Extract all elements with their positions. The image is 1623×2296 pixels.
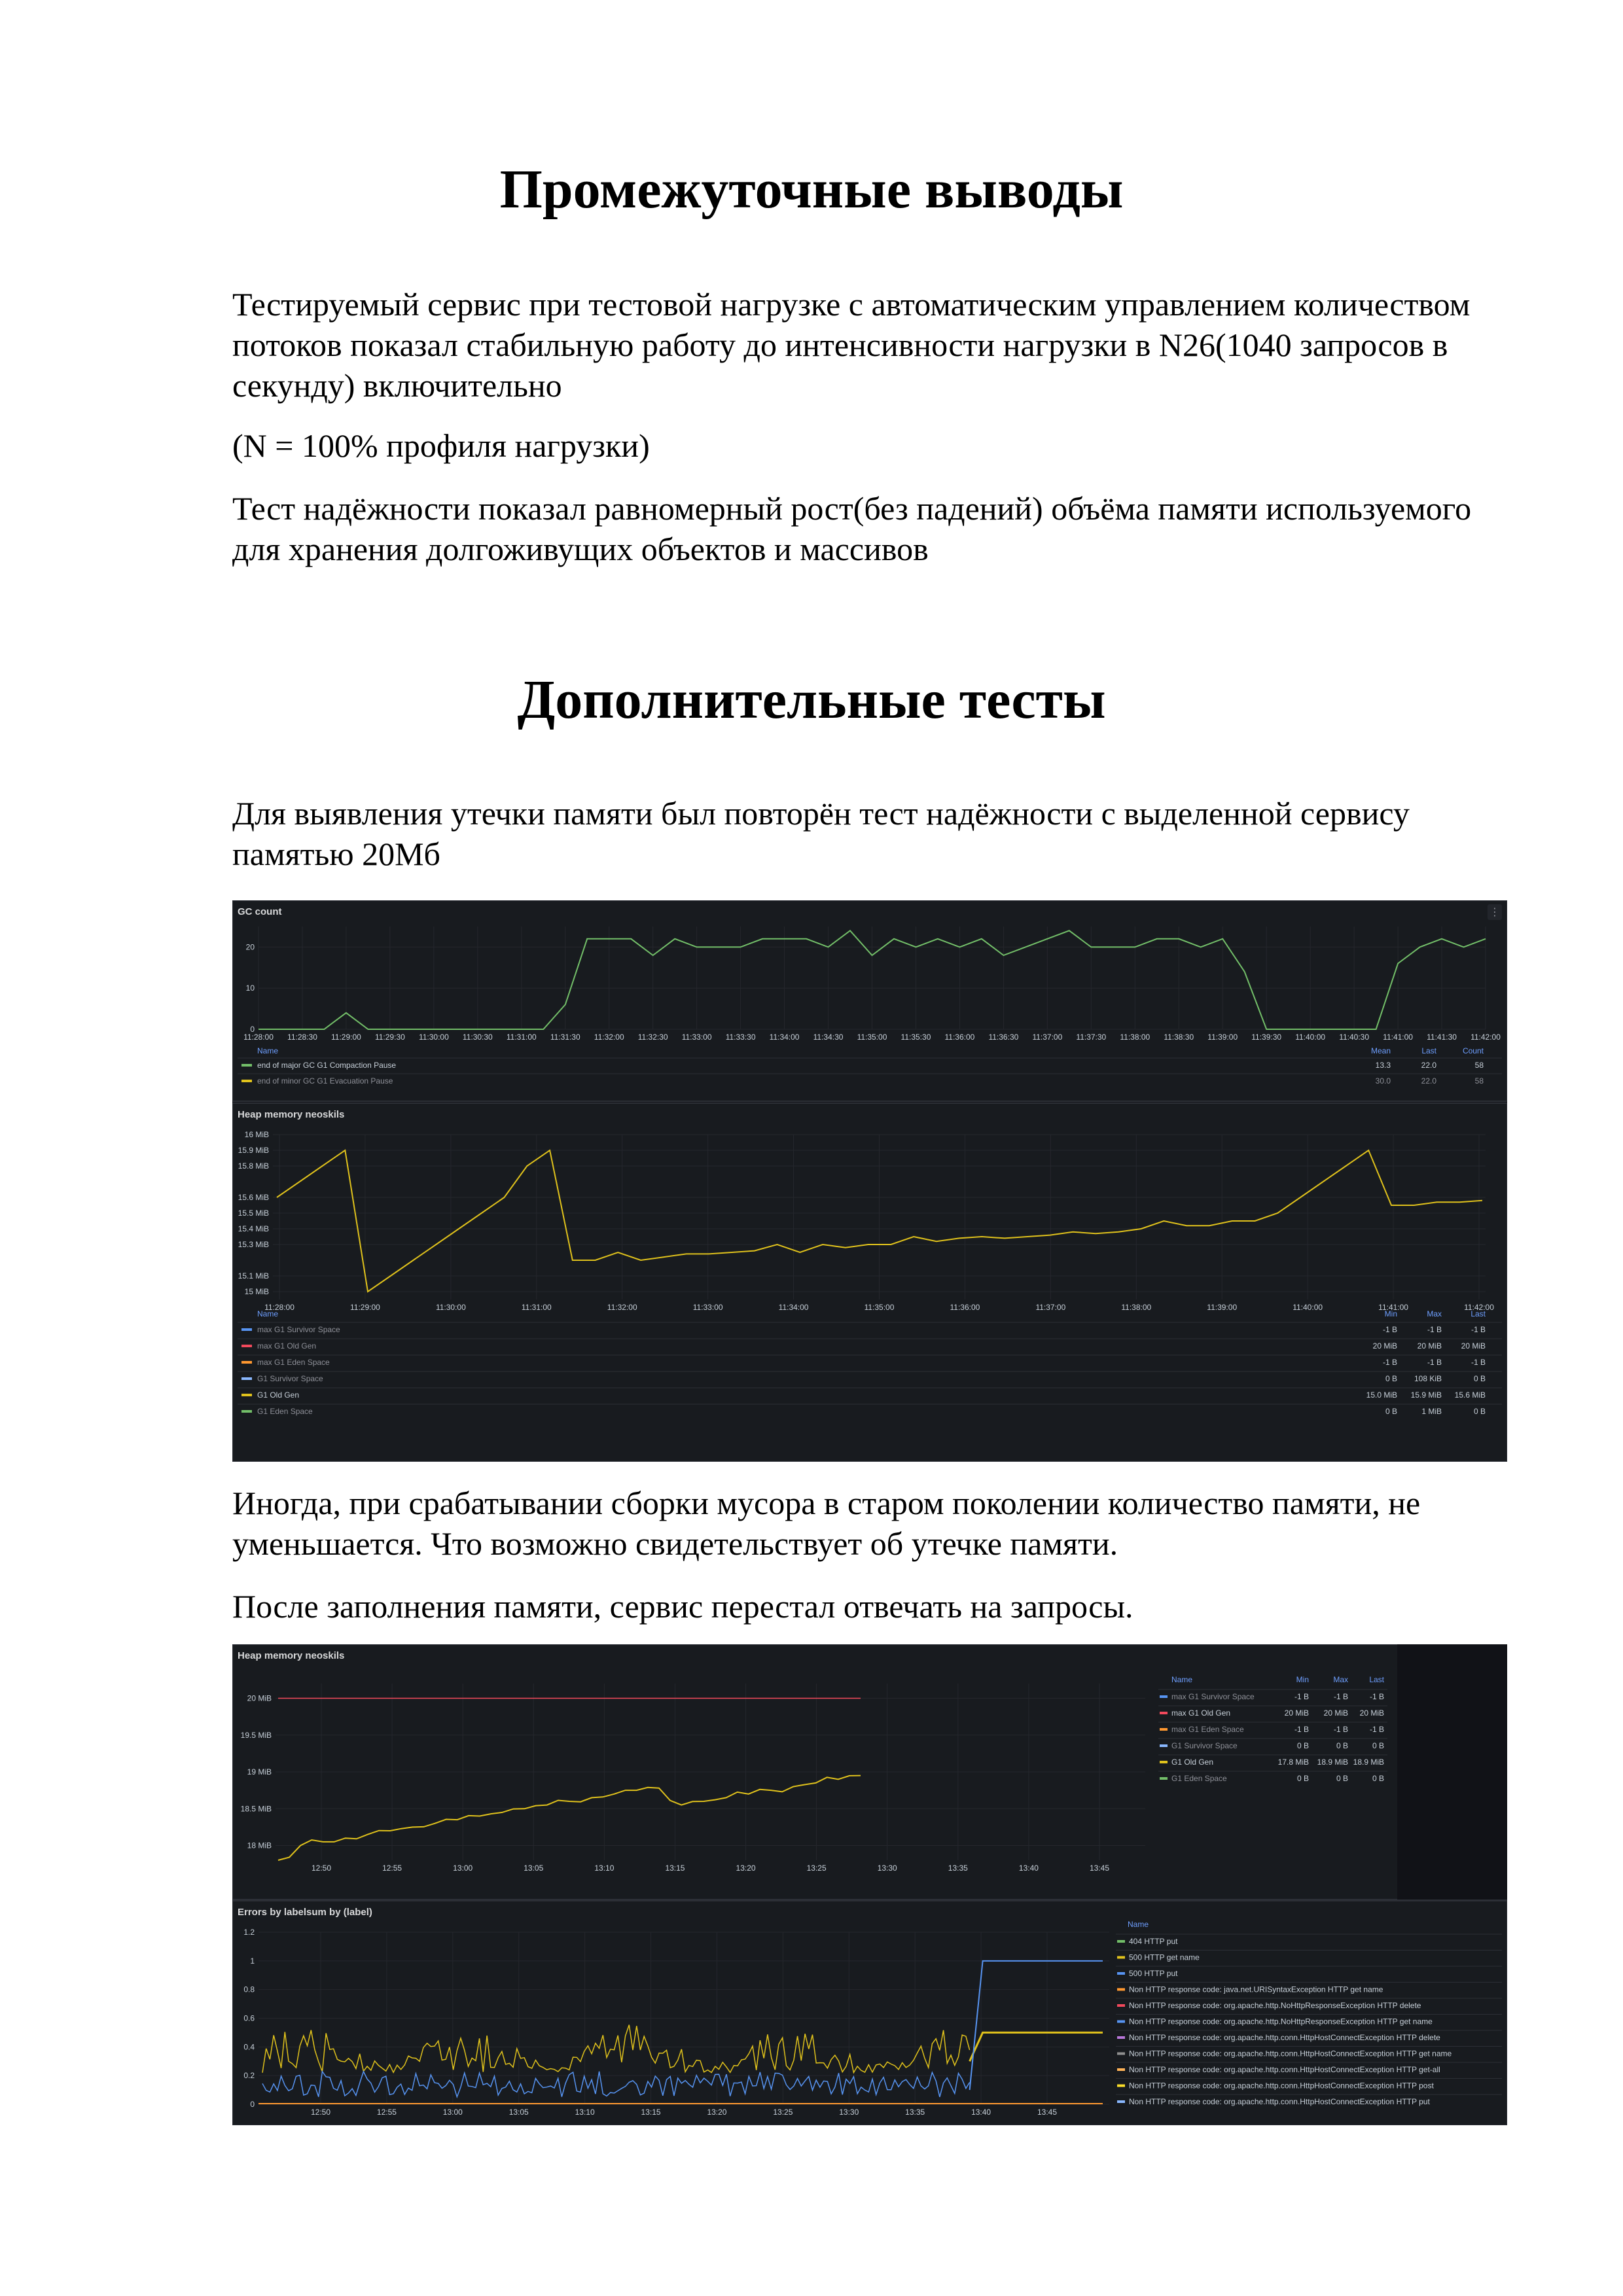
heap1-legend-series-name: max G1 Eden Space [257, 1358, 330, 1367]
x-tick-label: 13:20 [707, 2108, 727, 2117]
y-tick-label: 15.5 MiB [238, 1209, 269, 1218]
x-tick-label: 13:15 [665, 1863, 685, 1873]
y-tick-label: 15.8 MiB [238, 1161, 269, 1171]
y-tick-label: 0.2 [243, 2071, 255, 2081]
heap2-empty-area [1397, 1644, 1507, 1899]
gc-panel-frame [232, 900, 1507, 1101]
dashboard-screenshot-heap-errors [232, 1644, 1507, 2125]
heap2-legend-series-name: max G1 Eden Space [1171, 1725, 1244, 1734]
x-tick-label: 13:10 [575, 2108, 595, 2117]
heap1-legend-series-name: G1 Survivor Space [257, 1374, 323, 1383]
heap1-legend-header-min: Min [1384, 1309, 1397, 1318]
x-tick-label: 11:32:30 [637, 1033, 668, 1042]
heap1-legend-header-max: Max [1427, 1309, 1442, 1318]
heap1-panel-frame [232, 1103, 1507, 1462]
x-tick-label: 11:28:00 [243, 1033, 274, 1042]
errors-legend-series-name: Non HTTP response code: org.apache.http.conn.HttpHostConnectException HTTP put [1129, 2097, 1430, 2106]
x-tick-label: 13:30 [877, 1863, 897, 1873]
x-tick-label: 12:55 [382, 1863, 402, 1873]
dashboard-screenshot-gc-heap [232, 900, 1507, 1462]
y-tick-label: 15.1 MiB [238, 1271, 269, 1280]
x-tick-label: 11:30:00 [435, 1303, 466, 1312]
heap1-legend-header-last: Last [1471, 1309, 1486, 1318]
x-tick-label: 12:55 [376, 2108, 397, 2117]
y-tick-label: 15.4 MiB [238, 1224, 269, 1233]
x-tick-label: 11:35:00 [857, 1033, 887, 1042]
paragraph-gc-observation: Иногда, при срабатывании сборки мусора в старом поколении количество памяти, не уменьшается. Что возможно свидетельствует об утечке памяти. [232, 1485, 1421, 1562]
paragraph-service-stopped: После заполнения памяти, сервис перестал отвечать на запросы. [232, 1588, 1133, 1625]
x-tick-label: 11:35:00 [864, 1303, 895, 1312]
y-tick-label: 0 [250, 2100, 255, 2109]
x-tick-label: 13:25 [806, 1863, 827, 1873]
x-tick-label: 13:25 [773, 2108, 793, 2117]
heap2-legend-last: -1 B [1369, 1725, 1384, 1734]
heap1-legend-last: 20 MiB [1461, 1341, 1486, 1351]
heap2-legend-last: 20 MiB [1359, 1708, 1384, 1718]
errors-legend-series-name: Non HTTP response code: org.apache.http.conn.HttpHostConnectException HTTP delete [1129, 2033, 1440, 2042]
x-tick-label: 11:36:30 [988, 1033, 1019, 1042]
x-tick-label: 11:33:30 [725, 1033, 756, 1042]
x-tick-label: 13:05 [524, 1863, 544, 1873]
heap1-legend-max: -1 B [1427, 1358, 1442, 1367]
heap2-legend-min: 0 B [1296, 1774, 1309, 1783]
x-tick-label: 11:36:00 [950, 1303, 980, 1312]
x-tick-label: 11:31:00 [506, 1033, 537, 1042]
heap1-legend-min: 0 B [1385, 1407, 1397, 1416]
paragraph-service-stability: Тестируемый сервис при тестовой нагрузке с автоматическим управлением количеством потоков показал стабильную работу до интенсивности нагрузки в N26(1040 запросов в секунду) включительно [232, 286, 1471, 404]
x-tick-label: 11:38:00 [1120, 1033, 1150, 1042]
heap2-legend-min: 20 MiB [1284, 1708, 1309, 1718]
y-tick-label: 15.9 MiB [238, 1146, 269, 1155]
section-title-intermediate: Промежуточные выводы [499, 159, 1124, 220]
heap2-legend-header-name: Name [1171, 1675, 1193, 1684]
heap1-legend-max: 15.9 MiB [1410, 1390, 1442, 1400]
heap2-legend-min: 17.8 MiB [1277, 1757, 1309, 1767]
heap2-legend-series-name: G1 Eden Space [1171, 1774, 1227, 1783]
x-tick-label: 11:28:00 [264, 1303, 294, 1312]
heap2-legend-last: 0 B [1372, 1774, 1384, 1783]
x-tick-label: 11:29:00 [350, 1303, 380, 1312]
errors-panel-title: Errors by labelsum by (label) [238, 1907, 372, 1918]
x-tick-label: 13:40 [1018, 1863, 1039, 1873]
x-tick-label: 11:39:30 [1251, 1033, 1282, 1042]
heap2-legend-last: 18.9 MiB [1353, 1757, 1384, 1767]
heap1-legend-last: 15.6 MiB [1454, 1390, 1486, 1400]
x-tick-label: 13:45 [1037, 2108, 1058, 2117]
x-tick-label: 11:28:30 [287, 1033, 317, 1042]
x-tick-label: 11:35:30 [901, 1033, 931, 1042]
x-tick-label: 11:31:30 [550, 1033, 580, 1042]
x-tick-label: 11:30:30 [462, 1033, 493, 1042]
x-tick-label: 11:39:00 [1207, 1033, 1238, 1042]
x-tick-label: 11:42:00 [1464, 1303, 1494, 1312]
x-tick-label: 11:33:00 [692, 1303, 723, 1312]
x-tick-label: 11:31:00 [521, 1303, 552, 1312]
x-tick-label: 11:41:30 [1427, 1033, 1457, 1042]
heap2-legend-max: -1 B [1333, 1725, 1348, 1734]
heap2-panel-title: Heap memory neoskils [238, 1650, 345, 1661]
paragraph-reliability-test: Тест надёжности показал равномерный рост(без падений) объёма памяти используемого для хранения долгоживущих объектов и массивов [232, 490, 1472, 567]
errors-panel [232, 1901, 1507, 2125]
x-tick-label: 13:40 [971, 2108, 991, 2117]
errors-legend-series-name: Non HTTP response code: org.apache.http.conn.HttpHostConnectException HTTP post [1129, 2081, 1434, 2091]
heap2-legend-series-name: max G1 Old Gen [1171, 1708, 1231, 1718]
paragraph-n-definition: (N = 100% профиля нагрузки) [232, 427, 650, 464]
heap2-legend-max: 0 B [1336, 1741, 1348, 1750]
y-tick-label: 18.5 MiB [240, 1804, 272, 1814]
heap2-legend-series-name: G1 Old Gen [1171, 1757, 1214, 1767]
gc-legend-minor[interactable]: end of minor GC G1 Evacuation Pause [257, 1076, 393, 1086]
errors-legend-series-name: Non HTTP response code: java.net.URISyntaxException HTTP get name [1129, 1985, 1383, 1994]
x-tick-label: 13:35 [948, 1863, 968, 1873]
gc-legend-major[interactable]: end of major GC G1 Compaction Pause [257, 1061, 397, 1070]
x-tick-label: 13:20 [736, 1863, 756, 1873]
x-tick-label: 11:33:00 [681, 1033, 712, 1042]
heap1-legend-max: -1 B [1427, 1325, 1442, 1334]
gc-major-count: 58 [1474, 1061, 1484, 1070]
errors-legend-series-name: Non HTTP response code: org.apache.http.conn.HttpHostConnectException HTTP get name [1129, 2049, 1452, 2058]
heap1-legend-last: 0 B [1473, 1407, 1486, 1416]
y-tick-label: 16 MiB [244, 1130, 269, 1139]
gc-minor-count: 58 [1474, 1076, 1484, 1086]
x-tick-label: 11:40:00 [1293, 1303, 1323, 1312]
y-tick-label: 0.8 [243, 1985, 255, 1994]
heap2-legend-header-last: Last [1369, 1675, 1384, 1684]
y-tick-label: 18 MiB [247, 1841, 272, 1850]
x-tick-label: 11:36:00 [944, 1033, 975, 1042]
heap2-legend-header-min: Min [1296, 1675, 1309, 1684]
errors-legend-series-name: 500 HTTP get name [1129, 1952, 1200, 1962]
section-title-additional: Дополнительные тесты [517, 669, 1106, 730]
x-tick-label: 12:50 [310, 2108, 331, 2117]
errors-legend-series-name: Non HTTP response code: org.apache.http.conn.HttpHostConnectException HTTP get-all [1129, 2065, 1440, 2074]
y-tick-label: 19.5 MiB [240, 1730, 272, 1740]
heap1-legend-max: 1 MiB [1421, 1407, 1442, 1416]
y-tick-label: 20 MiB [247, 1693, 272, 1703]
heap1-legend-max: 20 MiB [1417, 1341, 1442, 1351]
x-tick-label: 11:38:30 [1164, 1033, 1194, 1042]
gc-panel-title: GC count [238, 906, 282, 917]
heap1-legend-last: -1 B [1471, 1325, 1486, 1334]
heap2-legend-header-max: Max [1333, 1675, 1348, 1684]
paragraph-leak-test: Для выявления утечки памяти был повторён тест надёжности с выделенной сервису памятью 20Мб [232, 795, 1410, 872]
y-tick-label: 0.6 [243, 2013, 255, 2023]
heap1-legend-series-name: G1 Eden Space [257, 1407, 313, 1416]
errors-legend-series-name: Non HTTP response code: org.apache.http.NoHttpResponseException HTTP delete [1129, 2001, 1421, 2010]
x-tick-label: 11:40:30 [1339, 1033, 1370, 1042]
errors-legend-header-name: Name [1128, 1920, 1149, 1929]
x-tick-label: 11:29:00 [331, 1033, 361, 1042]
y-tick-label: 0 [250, 1025, 255, 1034]
x-tick-label: 11:41:00 [1383, 1033, 1413, 1042]
gc-major-mean: 13.3 [1375, 1061, 1391, 1070]
heap-memory-panel-1 [232, 1103, 1507, 1462]
x-tick-label: 13:30 [839, 2108, 859, 2117]
y-tick-label: 1 [250, 1956, 255, 1966]
y-tick-label: 1.2 [243, 1928, 255, 1937]
heap1-panel-title: Heap memory neoskils [238, 1109, 345, 1120]
heap1-legend-series-name: G1 Old Gen [257, 1390, 300, 1400]
x-tick-label: 11:34:30 [813, 1033, 844, 1042]
errors-legend-series-name: 404 HTTP put [1129, 1937, 1178, 1946]
heap1-legend-series-name: max G1 Old Gen [257, 1341, 317, 1351]
heap1-legend-header-name: Name [257, 1309, 279, 1318]
x-tick-label: 11:37:00 [1032, 1033, 1063, 1042]
x-tick-label: 11:37:30 [1076, 1033, 1107, 1042]
heap1-legend-max: 108 KiB [1414, 1374, 1442, 1383]
x-tick-label: 11:32:00 [607, 1303, 637, 1312]
heap2-legend-series-name: G1 Survivor Space [1171, 1741, 1238, 1750]
heap2-legend-last: -1 B [1369, 1692, 1384, 1701]
heap2-legend-series-name: max G1 Survivor Space [1171, 1692, 1255, 1701]
heap2-legend-min: 0 B [1296, 1741, 1309, 1750]
heap1-legend-min: -1 B [1382, 1358, 1397, 1367]
gc-legend-header-name[interactable]: Name [257, 1046, 279, 1055]
x-tick-label: 11:29:30 [374, 1033, 405, 1042]
errors-legend-series-name: 500 HTTP put [1129, 1969, 1178, 1978]
x-tick-label: 11:42:00 [1471, 1033, 1501, 1042]
errors-legend-series-name: Non HTTP response code: org.apache.http.NoHttpResponseException HTTP get name [1129, 2017, 1433, 2026]
x-tick-label: 11:34:00 [778, 1303, 809, 1312]
x-tick-label: 13:10 [594, 1863, 615, 1873]
heap1-legend-min: 0 B [1385, 1374, 1397, 1383]
y-tick-label: 19 MiB [247, 1767, 272, 1776]
gc-legend-header-mean[interactable]: Mean [1370, 1046, 1391, 1055]
heap1-legend-series-name: max G1 Survivor Space [257, 1325, 340, 1334]
heap2-legend-min: -1 B [1294, 1725, 1309, 1734]
heap1-legend-min: -1 B [1382, 1325, 1397, 1334]
heap2-legend-min: -1 B [1294, 1692, 1309, 1701]
x-tick-label: 13:45 [1089, 1863, 1110, 1873]
heap2-legend-last: 0 B [1372, 1741, 1384, 1750]
x-tick-label: 11:32:00 [594, 1033, 624, 1042]
dashboard-2-svg [232, 1644, 1507, 2125]
heap2-legend-max: 20 MiB [1323, 1708, 1348, 1718]
gc-minor-last: 22.0 [1421, 1076, 1436, 1086]
y-tick-label: 15.3 MiB [238, 1240, 269, 1249]
y-tick-label: 0.4 [243, 2042, 255, 2052]
dashboard-1-svg [232, 900, 1507, 1462]
gc-major-last: 22.0 [1421, 1061, 1436, 1070]
heap-memory-panel-2 [232, 1644, 1507, 1899]
heap2-legend-max: 18.9 MiB [1317, 1757, 1348, 1767]
x-tick-label: 11:37:00 [1035, 1303, 1066, 1312]
heap1-legend-last: -1 B [1471, 1358, 1486, 1367]
x-tick-label: 11:40:00 [1295, 1033, 1326, 1042]
x-tick-label: 13:00 [453, 1863, 473, 1873]
gc-legend-header-count[interactable]: Count [1462, 1046, 1484, 1055]
y-tick-label: 20 [245, 942, 255, 952]
heap1-legend-last: 0 B [1473, 1374, 1486, 1383]
x-tick-label: 13:05 [508, 2108, 529, 2117]
gc-minor-mean: 30.0 [1375, 1076, 1391, 1086]
gc-legend-header-last[interactable]: Last [1421, 1046, 1436, 1055]
x-tick-label: 12:50 [311, 1863, 332, 1873]
y-tick-label: 15.6 MiB [238, 1193, 269, 1202]
x-tick-label: 11:38:00 [1121, 1303, 1152, 1312]
heap2-legend-max: -1 B [1333, 1692, 1348, 1701]
heap2-legend-max: 0 B [1336, 1774, 1348, 1783]
x-tick-label: 13:00 [442, 2108, 463, 2117]
x-tick-label: 11:41:00 [1378, 1303, 1408, 1312]
x-tick-label: 13:35 [905, 2108, 925, 2117]
y-tick-label: 15 MiB [244, 1287, 269, 1296]
more-vertical-icon: ⋮ [1489, 907, 1500, 918]
x-tick-label: 11:30:00 [418, 1033, 449, 1042]
x-tick-label: 11:34:00 [769, 1033, 800, 1042]
heap1-legend-min: 20 MiB [1372, 1341, 1397, 1351]
gc-count-panel [232, 900, 1507, 1101]
y-tick-label: 10 [245, 983, 255, 993]
heap1-legend-min: 15.0 MiB [1366, 1390, 1397, 1400]
x-tick-label: 11:39:00 [1207, 1303, 1238, 1312]
x-tick-label: 13:15 [641, 2108, 661, 2117]
